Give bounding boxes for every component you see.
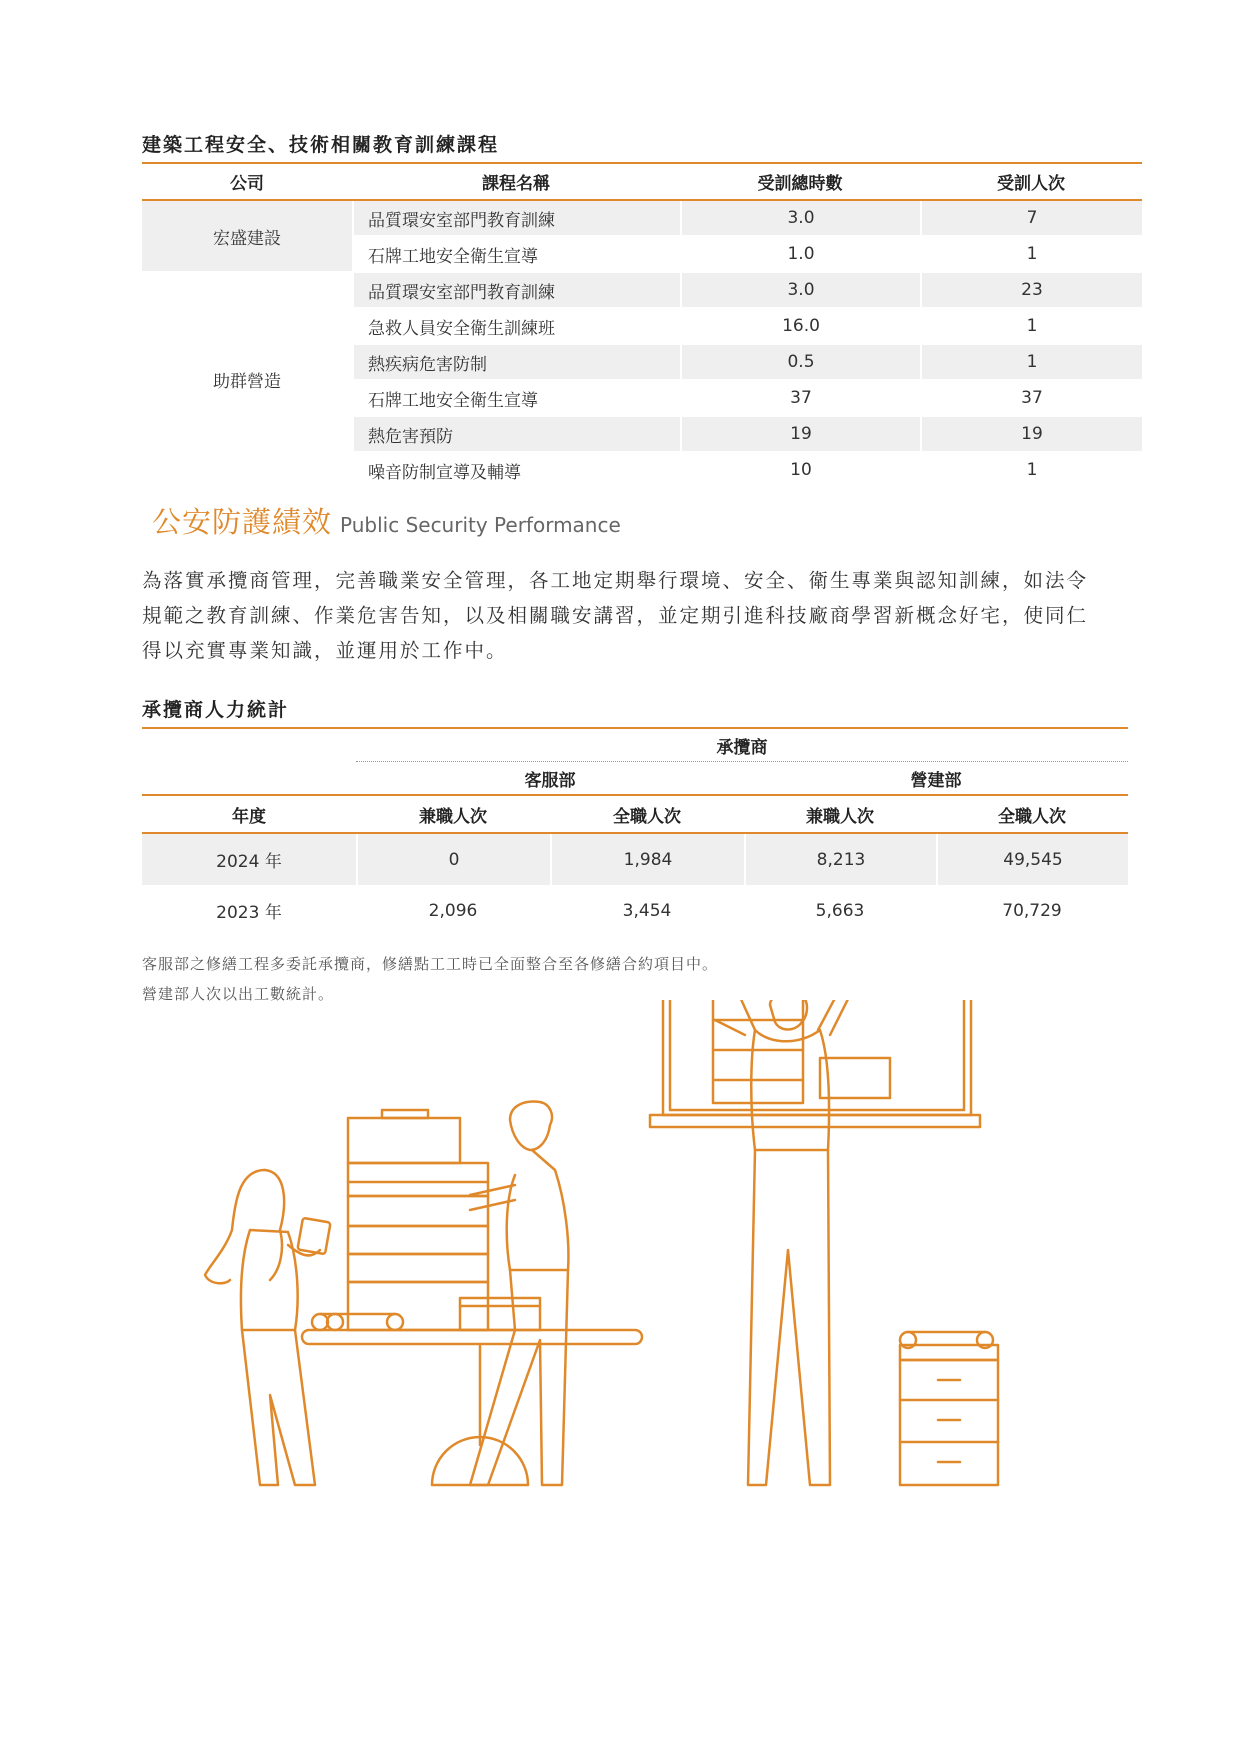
header-contractor: 承攬商 bbox=[356, 727, 1128, 762]
woman-figure-icon bbox=[205, 1170, 331, 1485]
course-cell: 品質環安室部門教育訓練 bbox=[352, 201, 680, 237]
section-title-zh: 公安防護績效 bbox=[152, 505, 333, 539]
value-cell: 8,213 bbox=[744, 834, 936, 885]
year-cell: 2023 年 bbox=[216, 903, 282, 923]
note-1: 客服部之修繕工程多委託承攬商，修繕點工工時已全面整合至各修繕合約項目中。 bbox=[142, 955, 719, 973]
contractor-table bbox=[142, 727, 1128, 936]
hours-cell: 3.0 bbox=[680, 201, 920, 237]
company-cell: 宏盛建設 bbox=[142, 201, 352, 273]
table-row bbox=[142, 273, 1142, 309]
training-header-row bbox=[142, 162, 1142, 201]
contractor-group-row bbox=[142, 727, 1128, 762]
hours-cell: 10 bbox=[680, 453, 920, 487]
cabinet-icon bbox=[900, 1332, 998, 1485]
course-cell: 噪音防制宣導及輔導 bbox=[352, 453, 680, 487]
people-cell: 1 bbox=[920, 237, 1142, 273]
course-cell: 石牌工地安全衛生宣導 bbox=[352, 237, 680, 273]
people-cell: 7 bbox=[920, 201, 1142, 237]
header-fulltime: 全職人次 bbox=[936, 794, 1128, 834]
contractor-header-row bbox=[142, 794, 1128, 834]
hours-cell: 37 bbox=[680, 381, 920, 417]
year-cell: 2024 年 bbox=[142, 834, 356, 885]
contractor-dept-row bbox=[142, 762, 1128, 794]
hours-cell: 0.5 bbox=[680, 345, 920, 381]
section-title-en: Public Security Performance bbox=[340, 513, 621, 537]
training-table bbox=[142, 162, 1142, 487]
note-2: 營建部人次以出工數統計。 bbox=[142, 985, 335, 1003]
hours-cell: 1.0 bbox=[680, 237, 920, 273]
whiteboard-icon bbox=[650, 1000, 980, 1127]
value-cell: 70,729 bbox=[1002, 900, 1062, 921]
people-cell: 1 bbox=[920, 453, 1142, 487]
table-row bbox=[142, 834, 1128, 885]
people-cell: 19 bbox=[920, 417, 1142, 453]
course-cell: 熱疾病危害防制 bbox=[352, 345, 680, 381]
value-cell: 49,545 bbox=[936, 834, 1128, 885]
section-paragraph: 為落實承攬商管理，完善職業安全管理，各工地定期舉行環境、安全、衛生專業與認知訓練，如法令規範之教育訓練、作業危害告知，以及相關職安講習，並定期引進科技廠商學習新概念好宅，使同仁得以充實專業知識，並運用於工作中。 bbox=[142, 569, 1089, 662]
value-cell: 5,663 bbox=[815, 900, 865, 921]
header-dept-construction: 營建部 bbox=[910, 770, 962, 791]
course-cell: 急救人員安全衛生訓練班 bbox=[352, 309, 680, 345]
contractor-table-title: 承攬商人力統計 bbox=[142, 699, 290, 721]
workers-illustration bbox=[170, 1000, 1120, 1500]
people-cell: 1 bbox=[920, 309, 1142, 345]
header-parttime: 兼職人次 bbox=[356, 794, 550, 834]
people-cell: 37 bbox=[920, 381, 1142, 417]
value-cell: 1,984 bbox=[550, 834, 744, 885]
hours-cell: 19 bbox=[680, 417, 920, 453]
people-cell: 1 bbox=[920, 345, 1142, 381]
table-icon bbox=[302, 1314, 642, 1485]
blank-header bbox=[142, 727, 356, 762]
company-cell: 助群營造 bbox=[142, 273, 352, 487]
section-heading bbox=[152, 500, 621, 541]
hours-cell: 3.0 bbox=[680, 273, 920, 309]
header-parttime: 兼職人次 bbox=[744, 794, 936, 834]
header-people: 受訓人次 bbox=[920, 162, 1142, 201]
course-cell: 熱危害預防 bbox=[352, 417, 680, 453]
hours-cell: 16.0 bbox=[680, 309, 920, 345]
value-cell: 3,454 bbox=[622, 900, 672, 921]
man-at-board-icon bbox=[715, 1000, 860, 1485]
course-cell: 石牌工地安全衛生宣導 bbox=[352, 381, 680, 417]
value-cell: 2,096 bbox=[428, 900, 478, 921]
training-table-title: 建築工程安全、技術相關教育訓練課程 bbox=[142, 134, 500, 156]
people-cell: 23 bbox=[920, 273, 1142, 309]
course-cell: 品質環安室部門教育訓練 bbox=[352, 273, 680, 309]
table-row bbox=[142, 885, 1128, 936]
header-hours: 受訓總時數 bbox=[680, 162, 920, 201]
header-company: 公司 bbox=[142, 162, 352, 201]
value-cell: 0 bbox=[356, 834, 550, 885]
header-course: 課程名稱 bbox=[352, 162, 680, 201]
header-year: 年度 bbox=[142, 794, 356, 834]
header-fulltime: 全職人次 bbox=[550, 794, 744, 834]
header-dept-service: 客服部 bbox=[524, 770, 576, 791]
man-figure-icon bbox=[470, 1102, 568, 1485]
blank-header bbox=[142, 762, 356, 794]
table-row bbox=[142, 201, 1142, 237]
